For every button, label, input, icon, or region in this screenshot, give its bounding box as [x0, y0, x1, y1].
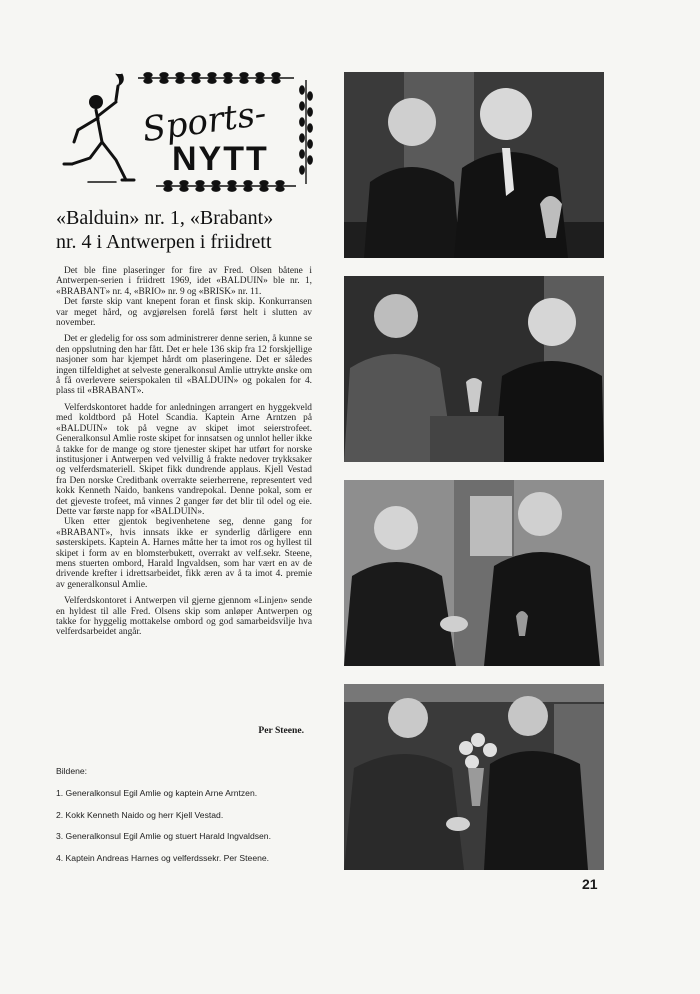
article-paragraph: Det første skip vant knepent foran et finsk skip. Konkurransen var meget hård, og avgjørelsen forelå først helt i slutten av november. [56, 297, 312, 329]
photo-2-image [344, 276, 604, 462]
article-headline [56, 206, 316, 254]
photo-4 [344, 684, 604, 870]
photo-1 [344, 72, 604, 258]
article-paragraph: Velferdskontoret i Antwerpen vil gjerne gjennom «Linjen» sende en hyldest til alle Fred. Olsens skip som anløper Antwerpen og takke for hyggelig mottakelse ombord og god samarbeidsvilje hva velferdsarbeidet angår. [56, 596, 312, 638]
photo-3-image [344, 480, 604, 666]
headline-line-1: «Balduin» nr. 1, «Brabant» [56, 207, 274, 229]
sports-nytt-masthead [56, 72, 318, 198]
masthead-script-title: Sports- [139, 93, 269, 151]
photo-captions [56, 766, 326, 874]
article-byline: Per Steene. [258, 725, 304, 736]
photo-4-image [344, 684, 604, 870]
article-paragraph: Velferdskontoret hadde for anledningen arrangert en hyggekveld med koldtbord på Hotel Scandia. Kaptein Arne Arntzen på «BALDUIN» tok på vegne av skipet imot seierstrofeet. Generalkonsul Amlie roste skipet for innsatsen og unnlot heller ikke å takke for de mange og store tjenester skipet har utført for norske institusjoner i Antwerpen ved velvillig å frakte nedover trykksaker og velferdsmateriell. Skipet fikk dundrende applaus. Kjell Vestad fra Den norske Creditbank overrakte seierherrene, representert ved kokk Kenneth Naido, bankens vandrepokal. Denne pokal, som er det gjeveste trofeet, må vinnes 2 ganger før det blir til odel og eie. Dette var første napp for «BALDUIN». [56, 402, 312, 517]
sports-masthead-graphic [56, 72, 318, 198]
photo-2 [344, 276, 604, 462]
article-paragraph: Det er gledelig for oss som administrerer denne serien, å kunne se den oppslutning den har fått. Det er hele 136 skip fra 12 forskjellige nasjoner som har kjempet hårdt om plaseringene. Det er således ingen tilfeldighet at selveste generalkonsul Amlie uttrykte ønske om å få overlevere seierspokalen til «BALDUIN» og pokalen for 4. plass til «BRABANT». [56, 334, 312, 397]
caption-item: 4. Kaptein Andreas Harnes og velferdssekr. Per Steene. [56, 852, 270, 863]
captions-title: Bildene: [56, 766, 88, 776]
masthead-block-title: NYTT [172, 140, 269, 178]
caption-item: 2. Kokk Kenneth Naido og herr Kjell Vestad. [56, 809, 224, 820]
article-body [56, 266, 312, 644]
article-paragraph: Uken etter gjentok begivenhetene seg, denne gang for «BRABANT», hvis innsats ikke er synderlig dårligere enn søsterskipets. Kaptein A. Harnes måtte her ta imot ros og hyllest til skipet i form av en blomsterbukett, overrakt av velf.sekr. Steene, mens stuerten ombord, Harald Ingvaldsen, som har vært en av de drivende krefter i idrettsarbeidet, fikk æren av å ta imot 4. premie av generalkonsul Amlie. [56, 517, 312, 590]
torch-runner-icon [64, 74, 134, 182]
photo-3 [344, 480, 604, 666]
laurel-bottom-icon [156, 181, 296, 191]
caption-item: 3. Generalkonsul Egil Amlie og stuert Harald Ingvaldsen. [56, 831, 271, 841]
headline-line-2: nr. 4 i Antwerpen i friidrett [56, 231, 272, 253]
page-number: 21 [582, 876, 598, 892]
article-paragraph: Det ble fine plaseringer for fire av Fred. Olsen båtene i Antwerpen-serien i friidrett 1969, idet «BALDUIN» ble nr. 1, «BRABANT» nr. 4, «BRIO» nr. 9 og «BRISK» nr. 11. [56, 266, 312, 297]
photo-1-image [344, 72, 604, 258]
caption-item: 1. Generalkonsul Egil Amlie og kaptein Arne Arntzen. [56, 788, 258, 798]
laurel-right-icon [300, 80, 312, 184]
laurel-top-icon [138, 73, 294, 83]
